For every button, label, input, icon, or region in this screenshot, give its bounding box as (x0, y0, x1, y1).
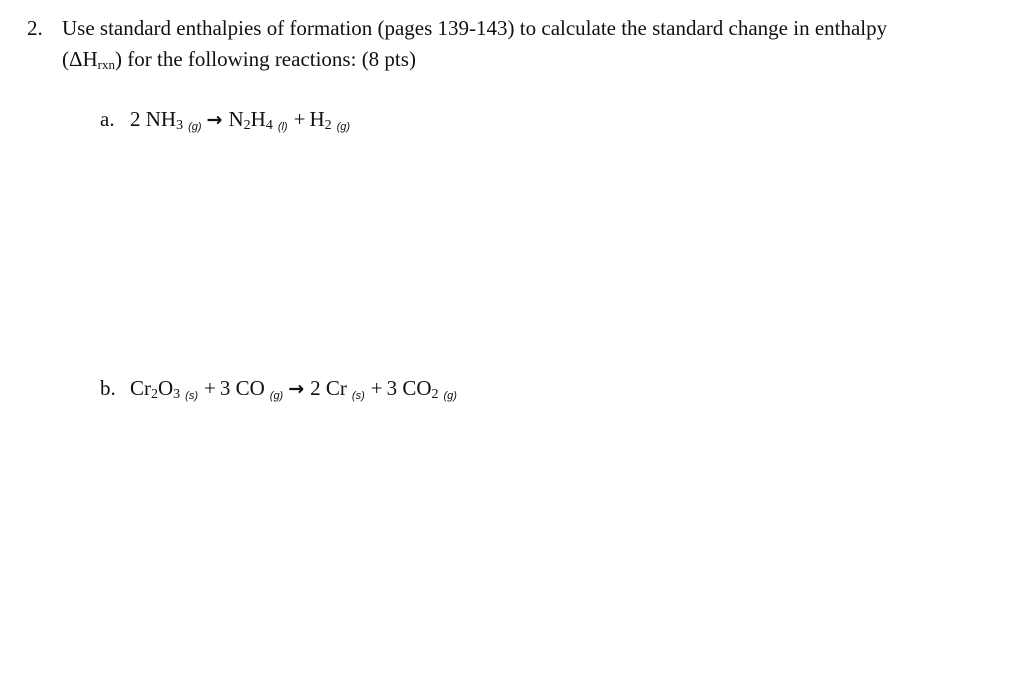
part-b-letter: b. (100, 376, 116, 400)
product-co2: 3 CO2 (386, 376, 439, 402)
product-cr: 2 Cr (310, 376, 347, 400)
state-label: (g) (443, 390, 457, 402)
reactant-co: 3 CO (219, 376, 265, 400)
plus-sign: + (204, 376, 216, 400)
plus-sign: + (293, 107, 306, 131)
state-label: (g) (269, 390, 284, 402)
state-label: (g) (336, 121, 351, 133)
reaction-arrow-icon: → (288, 378, 305, 400)
question-prompt-line2 (62, 45, 416, 79)
question-prompt-line1: Use standard enthalpies of formation (pages 139-143) to calculate the standard change in enthalpy (62, 16, 888, 40)
state-label: (s) (185, 390, 198, 402)
product-h2: H2 (309, 107, 332, 133)
state-label: (l) (277, 121, 288, 133)
part-b-reaction (100, 374, 459, 410)
prompt-rest: ) for the following reactions: (8 pts) (115, 47, 416, 71)
plus-sign: + (370, 376, 383, 400)
delta-h-open: (ΔH (62, 47, 98, 71)
delta-h-subscript: rxn (97, 57, 116, 72)
part-a-reaction (100, 105, 352, 141)
reactant-cr2o3: Cr2O3 (130, 376, 181, 402)
product-n2h4: N2H4 (228, 107, 273, 133)
state-label: (s) (351, 390, 365, 402)
state-label: (g) (188, 121, 202, 133)
part-a-letter: a. (100, 107, 115, 131)
reactant-nh3: 2 NH3 (130, 107, 184, 133)
question-number: 2. (27, 16, 43, 40)
reaction-arrow-icon: → (206, 109, 223, 131)
